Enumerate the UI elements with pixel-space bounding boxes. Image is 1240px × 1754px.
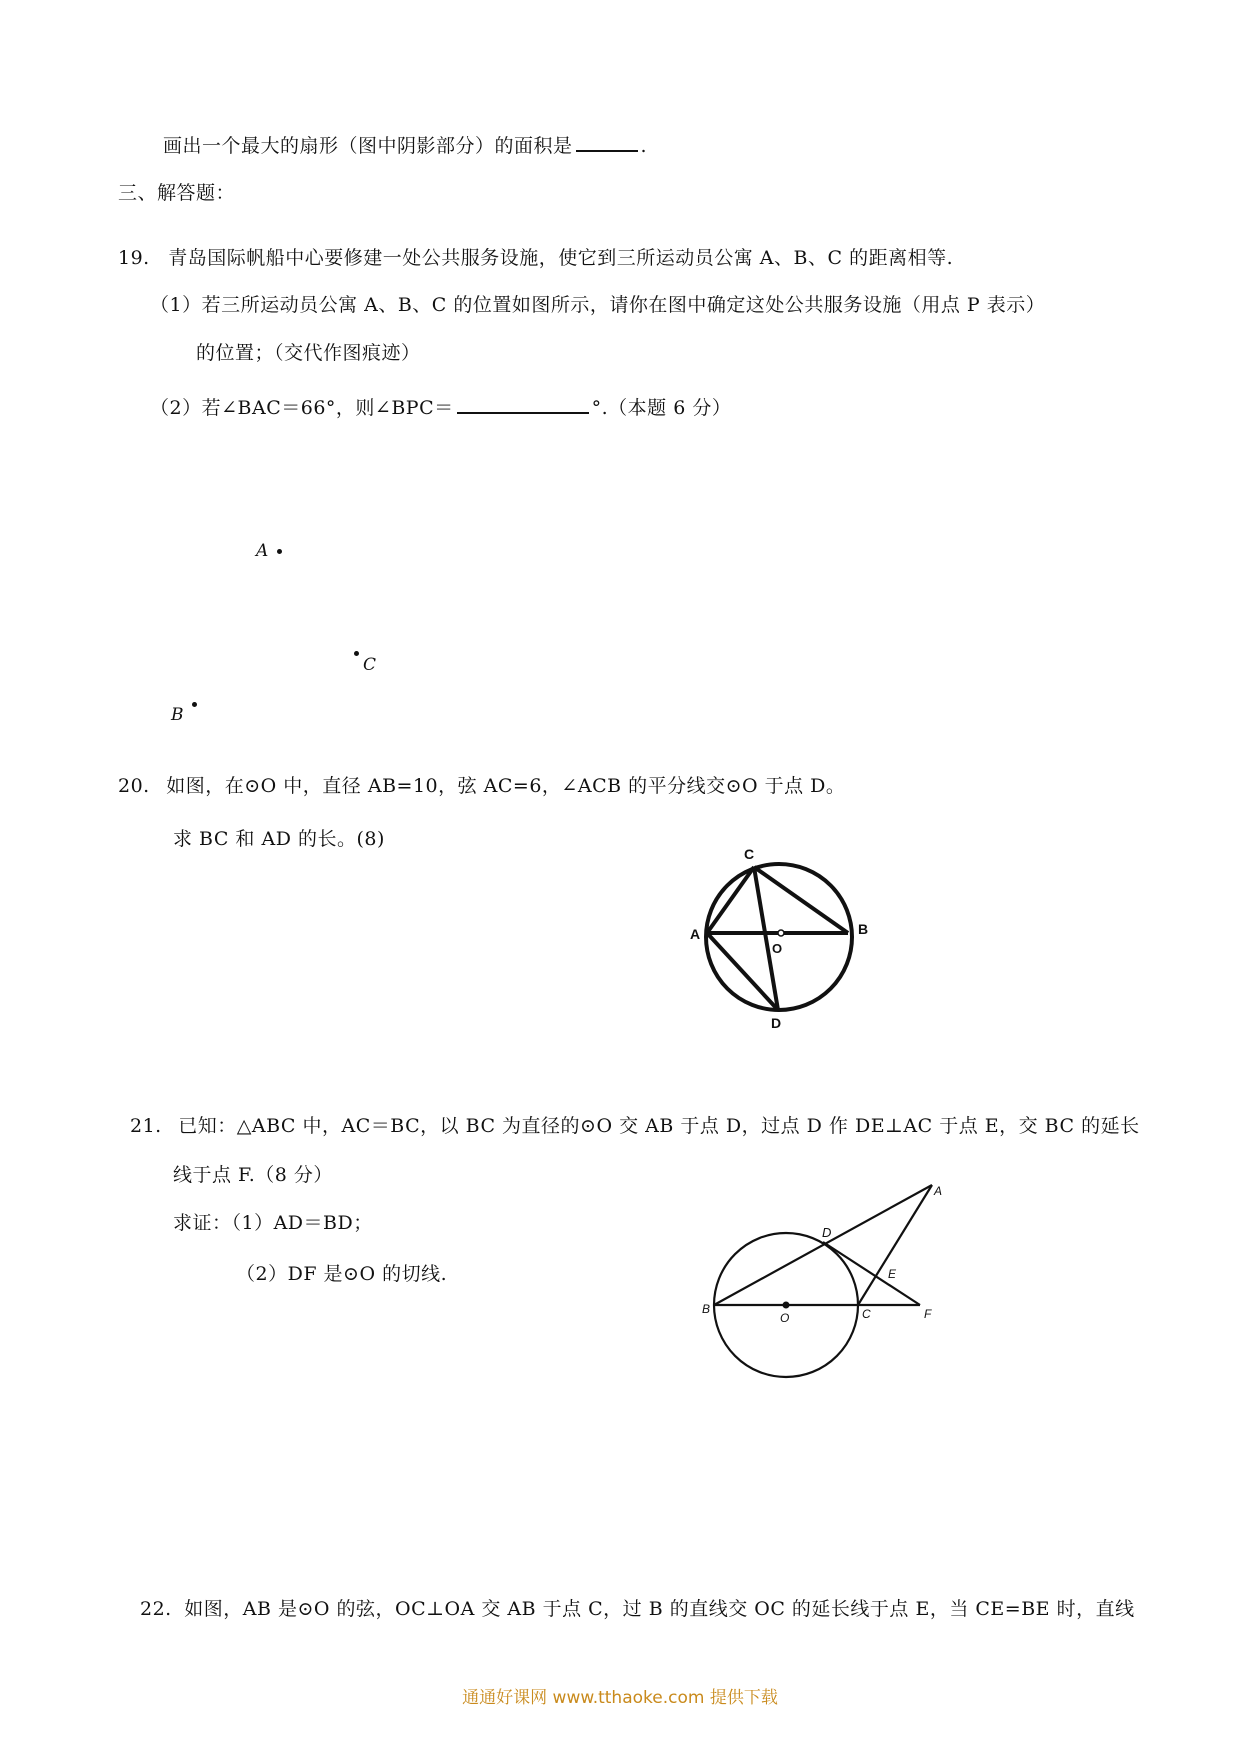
q19-part1-line2: 的位置；（交代作图痕迹） xyxy=(196,342,421,364)
top-line-text: 画出一个最大的扇形（图中阴影部分）的面积是 xyxy=(163,135,573,157)
point-c-label: C xyxy=(363,655,377,675)
footer-credit: 通通好课网 www.tthaoke.com 提供下载 xyxy=(462,1688,778,1708)
q20-label-d: D xyxy=(771,1015,782,1031)
q21-line1-text: 已知：△ABC 中，AC＝BC，以 BC 为直径的⊙O 交 AB 于点 D，过点 D 作 DE⊥AC 于点 E，交 BC 的延长 xyxy=(178,1115,1140,1137)
q22-text xyxy=(140,1596,1135,1622)
q21-number: 21. xyxy=(130,1115,162,1137)
q19-part1-line1: （1）若三所运动员公寓 A、B、C 的位置如图所示，请你在图中确定这处公共服务设施（用点 P 表示） xyxy=(150,294,1046,316)
q22-number: 22. xyxy=(140,1598,172,1620)
q21-label-b: B xyxy=(702,1302,711,1316)
point-a-label: A xyxy=(256,541,269,561)
q20-number: 20. xyxy=(118,775,150,797)
q21-line2: 线于点 F.（8 分） xyxy=(173,1164,333,1186)
q21-label-d: D xyxy=(822,1225,832,1240)
q19-stem-text: 青岛国际帆船中心要修建一处公共服务设施，使它到三所运动员公寓 A、B、C 的距离相等. xyxy=(168,247,954,269)
q20-ask: 求 BC 和 AD 的长。(8) xyxy=(173,828,385,850)
top-line-end: . xyxy=(640,135,648,157)
q21-label-e: E xyxy=(888,1267,897,1281)
q20-stem-text: 如图，在⊙O 中，直径 AB=10，弦 AC=6，∠ACB 的平分线交⊙O 于点 D。 xyxy=(166,775,846,797)
q19-part2-post: °.（本题 6 分） xyxy=(591,397,732,419)
q21-center-o xyxy=(783,1302,790,1309)
q19-part2-pre: （2）若∠BAC＝66°，则∠BPC＝ xyxy=(150,397,454,419)
q21-line-df xyxy=(823,1242,920,1305)
point-b-label: B xyxy=(171,705,184,725)
section-heading: 三、解答题： xyxy=(118,182,236,204)
q21-label-o: O xyxy=(780,1311,790,1325)
q21-label-f: F xyxy=(924,1307,932,1321)
q21-label-c: C xyxy=(862,1307,871,1321)
q20-label-c: C xyxy=(744,846,755,862)
q20-label-a: A xyxy=(690,926,701,942)
q22-text-body: 如图，AB 是⊙O 的弦，OC⊥OA 交 AB 于点 C，过 B 的直线交 OC 的延长线于点 E，当 CE=BE 时，直线 xyxy=(184,1598,1135,1620)
q21-prove-1: 求证：（1）AD＝BD； xyxy=(173,1212,373,1234)
q19-number: 19. xyxy=(118,247,150,269)
q21-prove-2: （2）DF 是⊙O 的切线. xyxy=(236,1263,448,1285)
q21-line-ac xyxy=(858,1185,932,1305)
q21-label-a: A xyxy=(934,1184,943,1198)
q20-label-o: O xyxy=(772,941,783,956)
q20-label-b: B xyxy=(858,921,869,937)
